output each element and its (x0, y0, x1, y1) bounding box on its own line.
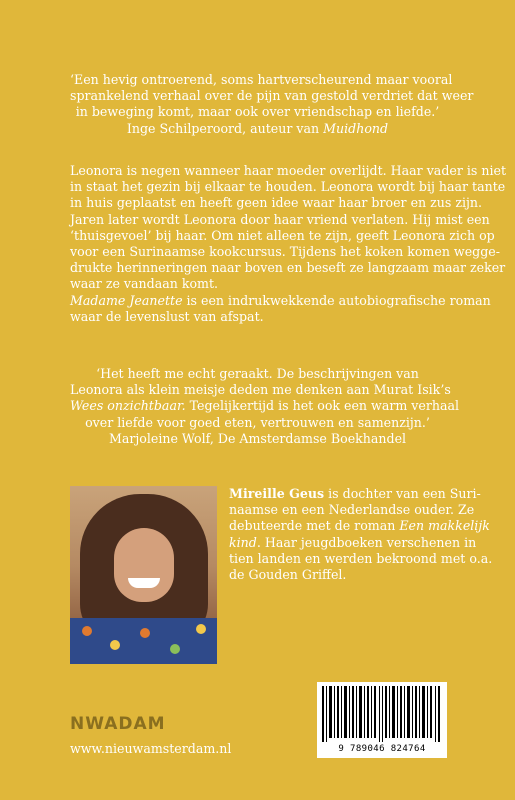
book-summary (70, 163, 507, 325)
summary-line: voor een Surinaamse kookcursus. Tijdens het koken komen wegge- (70, 244, 501, 260)
isbn-number: 9 789046 824764 (338, 744, 426, 754)
quote-line: in beweging komt, maar ook over vriendschap en liefde.’ (75, 104, 440, 120)
summary-line: in staat het gezin bij elkaar te houden. Leonora wordt bij haar tante (70, 179, 506, 195)
summary-line: waar ze vandaan komt. (70, 276, 219, 292)
barcode-bars (322, 686, 442, 742)
summary-line: ‘thuisgevoel’ bij haar. Om niet alleen te zijn, geeft Leonora zich op (70, 227, 495, 243)
bio-line: tien landen en werden bekroond met o.a. (229, 550, 493, 566)
publisher-url[interactable]: www.nieuwamsterdam.nl (70, 741, 232, 756)
review-quote-bottom (70, 366, 460, 447)
quote-line: Leonora als klein meisje deden me denken aan Murat Isik’s (70, 382, 451, 398)
barcode (317, 682, 447, 758)
author-bio: Mireille Geus is dochter van een Suri- naamse en een Nederlandse ouder. Ze debuteerde met de roman Een makkelijk kind. Haar jeugdboeken verschenen in tien landen en werden bekroond met o.a. de Gouden Griffel. (229, 486, 493, 583)
quote-line: ‘Het heeft me echt geraakt. De beschrijvingen van (96, 366, 419, 381)
summary-line: drukte herinneringen naar boven en beseft ze langzaam maar zeker (70, 260, 506, 276)
summary-line: waar de levenslust van afspat. (70, 308, 264, 324)
summary-line: in huis geplaatst en heeft geen idee waar haar broer en zus zijn. (70, 195, 483, 211)
cited-book-title: Muidhond (323, 120, 389, 136)
quote-line: ‘Een hevig ontroerend, soms hartverscheurend maar vooral (70, 72, 453, 87)
quote-attribution: Inge Schilperoord, auteur van Muidhond (126, 120, 389, 136)
summary-closing: Madame Jeanette is een indrukwekkende autobiografische roman (70, 292, 491, 308)
debut-title: kind (229, 534, 257, 550)
quote-attribution: Marjoleine Wolf, De Amsterdamse Boekhandel (108, 430, 407, 446)
publisher-logo: NWADAM (70, 714, 166, 734)
debut-title: Een makkelijk (399, 518, 490, 534)
book-title: Madame Jeanette (70, 292, 183, 308)
bio-line: naamse en een Nederlandse ouder. Ze (229, 502, 475, 518)
cited-book-title: Wees onzichtbaar. (70, 398, 186, 414)
quote-line: sprankelend verhaal over de pijn van gestold verdriet dat weer (70, 88, 474, 104)
bio-line: de Gouden Griffel. (229, 567, 347, 583)
author-name: Mireille Geus (229, 486, 325, 501)
review-quote-top (70, 72, 474, 137)
summary-line: Jaren later wordt Leonora door haar vriend verlaten. Hij mist een (70, 211, 490, 227)
author-photo (70, 486, 217, 664)
quote-line: over liefde voor goed eten, vertrouwen en samenzijn.’ (85, 414, 430, 430)
quote-line: Wees onzichtbaar. Tegelijkertijd is het ook een warm verhaal (70, 398, 460, 414)
summary-line: Leonora is negen wanneer haar moeder overlijdt. Haar vader is niet (70, 163, 507, 178)
